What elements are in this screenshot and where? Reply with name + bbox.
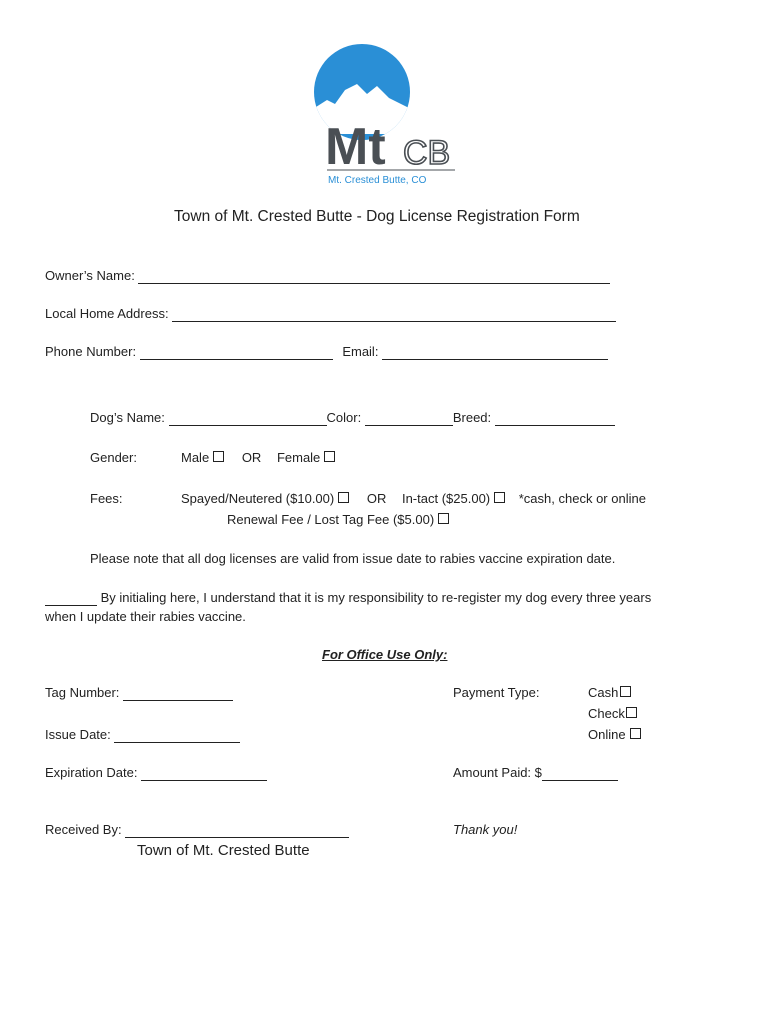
payment-note: *cash, check or online xyxy=(518,491,646,506)
footer-signature: Town of Mt. Crested Butte xyxy=(137,842,310,859)
online-option xyxy=(588,727,641,742)
fees-or: OR xyxy=(366,491,387,506)
owner-name-row xyxy=(45,268,610,284)
amount-field[interactable] xyxy=(542,766,618,781)
page-title: Town of Mt. Crested Butte - Dog License Registration Form xyxy=(174,208,580,225)
spayed-checkbox[interactable] xyxy=(338,492,349,503)
check-checkbox[interactable] xyxy=(626,707,637,718)
cash-option xyxy=(588,685,631,700)
female-checkbox[interactable] xyxy=(324,451,335,462)
phone-email-row xyxy=(45,344,608,360)
logo-tagline: Mt. Crested Butte, CO xyxy=(328,175,427,186)
logo-cb: CB xyxy=(403,134,451,172)
online-checkbox[interactable] xyxy=(630,728,641,739)
renewal-checkbox[interactable] xyxy=(438,513,449,524)
color-field[interactable] xyxy=(365,411,453,426)
intact-label: In-tact ($25.00) xyxy=(401,491,491,506)
gender-or: OR xyxy=(241,450,262,465)
email-label: Email: xyxy=(342,344,379,359)
female-label: Female xyxy=(276,450,321,465)
issue-row xyxy=(45,727,240,743)
expiration-row xyxy=(45,765,267,781)
office-heading: For Office Use Only: xyxy=(322,647,448,662)
received-label: Received By: xyxy=(45,822,122,837)
cash-label: Cash xyxy=(588,685,619,700)
email-field[interactable] xyxy=(382,345,608,360)
dog-name-field[interactable] xyxy=(169,411,327,426)
issue-label: Issue Date: xyxy=(45,727,111,742)
renewal-row xyxy=(227,512,449,527)
payment-type-label: Payment Type: xyxy=(453,685,540,700)
initial-text: By initialing here, I understand that it is my responsibility to re-register my dog every three years xyxy=(100,590,652,605)
gender-label: Gender: xyxy=(90,450,137,465)
address-row xyxy=(45,306,616,322)
amount-row xyxy=(453,765,618,781)
male-label: Male xyxy=(181,450,210,465)
breed-field[interactable] xyxy=(495,411,615,426)
validity-note: Please note that all dog licenses are valid from issue date to rabies vaccine expiration date. xyxy=(90,551,616,566)
address-label: Local Home Address: xyxy=(45,306,169,321)
fees-options xyxy=(181,491,646,506)
renewal-label: Renewal Fee / Lost Tag Fee ($5.00) xyxy=(227,512,435,527)
dog-name-label: Dog’s Name: xyxy=(90,410,165,425)
tag-label: Tag Number: xyxy=(45,685,120,700)
initial-text-cont: when I update their rabies vaccine. xyxy=(45,609,246,624)
logo-mt: Mt xyxy=(325,118,386,176)
phone-label: Phone Number: xyxy=(45,344,137,359)
breed-label: Breed: xyxy=(452,410,492,425)
gender-options xyxy=(181,450,335,465)
online-label: Online xyxy=(588,727,626,742)
received-row xyxy=(45,822,349,838)
received-by-field[interactable] xyxy=(125,823,349,838)
phone-field[interactable] xyxy=(140,345,333,360)
logo xyxy=(305,42,465,192)
address-field[interactable] xyxy=(172,307,616,322)
initial-field[interactable] xyxy=(45,591,97,606)
intact-checkbox[interactable] xyxy=(494,492,505,503)
fees-label: Fees: xyxy=(90,491,123,506)
expiration-label: Expiration Date: xyxy=(45,765,138,780)
check-label: Check xyxy=(588,706,625,721)
spayed-label: Spayed/Neutered ($10.00) xyxy=(181,491,335,506)
thank-you: Thank you! xyxy=(453,822,518,837)
cash-checkbox[interactable] xyxy=(620,686,631,697)
mountain-logo-icon xyxy=(305,42,465,192)
tag-field[interactable] xyxy=(123,686,233,701)
initial-row xyxy=(45,590,651,606)
dog-info-row xyxy=(90,410,615,426)
expiration-date-field[interactable] xyxy=(141,766,267,781)
issue-date-field[interactable] xyxy=(114,728,240,743)
male-checkbox[interactable] xyxy=(213,451,224,462)
color-label: Color: xyxy=(326,410,362,425)
amount-label: Amount Paid: $ xyxy=(453,765,542,780)
owner-name-field[interactable] xyxy=(138,269,610,284)
owner-name-label: Owner’s Name: xyxy=(45,268,135,283)
tag-row xyxy=(45,685,233,701)
check-option xyxy=(588,706,637,721)
